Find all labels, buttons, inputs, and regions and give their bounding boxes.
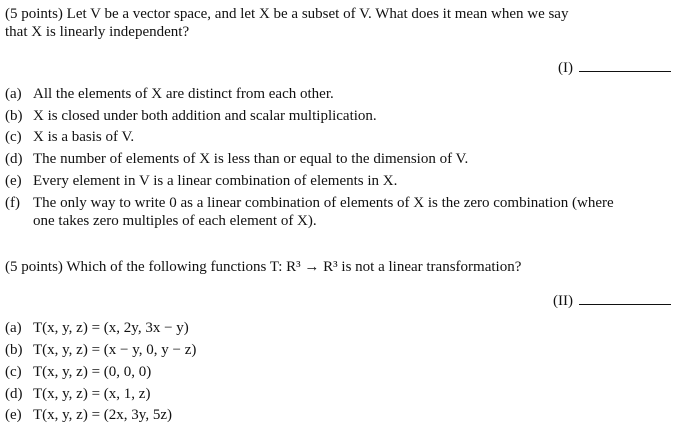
option-label: (b) (5, 342, 23, 358)
option-text: All the elements of X are distinct from each other. (33, 86, 334, 102)
question-2-option-b (5, 341, 196, 359)
option-label: (f) (5, 195, 20, 211)
option-text: Every element in V is a linear combination of elements in X. (33, 173, 398, 189)
question-1-text-line-2: that X is linearly independent? (5, 24, 190, 40)
option-text: T(x, y, z) = (x, 2y, 3x − y) (33, 320, 189, 336)
option-text: T(x, y, z) = (x − y, 0, y − z) (33, 342, 197, 358)
question-2-text: (5 points) Which of the following functions T: R³ → R³ is not a linear transformation? (5, 259, 522, 275)
option-label: (e) (5, 173, 22, 189)
option-text: T(x, y, z) = (x, 1, z) (33, 386, 151, 402)
option-text: T(x, y, z) = (0, 0, 0) (33, 364, 152, 380)
answer-line-1[interactable] (579, 61, 671, 72)
option-label: (e) (5, 407, 22, 423)
option-label: (d) (5, 386, 23, 402)
question-1-option-f-continuation: one takes zero multiples of each element of X). (33, 213, 317, 229)
option-text: X is closed under both addition and scalar multiplication. (33, 108, 377, 124)
question-2-option-a (5, 319, 189, 337)
option-label: (a) (5, 86, 22, 102)
question-2-option-c (5, 363, 151, 381)
question-2-option-d (5, 385, 150, 403)
question-1-option-e (5, 172, 397, 190)
option-text: T(x, y, z) = (2x, 3y, 5z) (33, 407, 172, 423)
answer-line-2[interactable] (579, 294, 671, 305)
answer-label-1: (I) (558, 60, 573, 76)
option-label: (c) (5, 129, 22, 145)
question-2-option-e (5, 406, 172, 424)
option-label: (d) (5, 151, 23, 167)
question-1-option-c (5, 128, 134, 146)
question-1-option-a (5, 85, 334, 103)
option-text: The number of elements of X is less than or equal to the dimension of V. (33, 151, 469, 167)
question-1-option-d (5, 150, 468, 168)
option-label: (a) (5, 320, 22, 336)
question-1-text-line-1: (5 points) Let V be a vector space, and let X be a subset of V. What does it mean when we say (5, 6, 569, 22)
question-1-option-b (5, 107, 377, 125)
answer-label-2: (II) (553, 293, 573, 309)
question-1-option-f (5, 194, 614, 212)
option-text: X is a basis of V. (33, 129, 135, 145)
answer-blank-1 (558, 59, 671, 77)
option-text: The only way to write 0 as a linear combination of elements of X is the zero combination (where (33, 195, 614, 211)
option-label: (b) (5, 108, 23, 124)
option-label: (c) (5, 364, 22, 380)
answer-blank-2 (553, 292, 671, 310)
